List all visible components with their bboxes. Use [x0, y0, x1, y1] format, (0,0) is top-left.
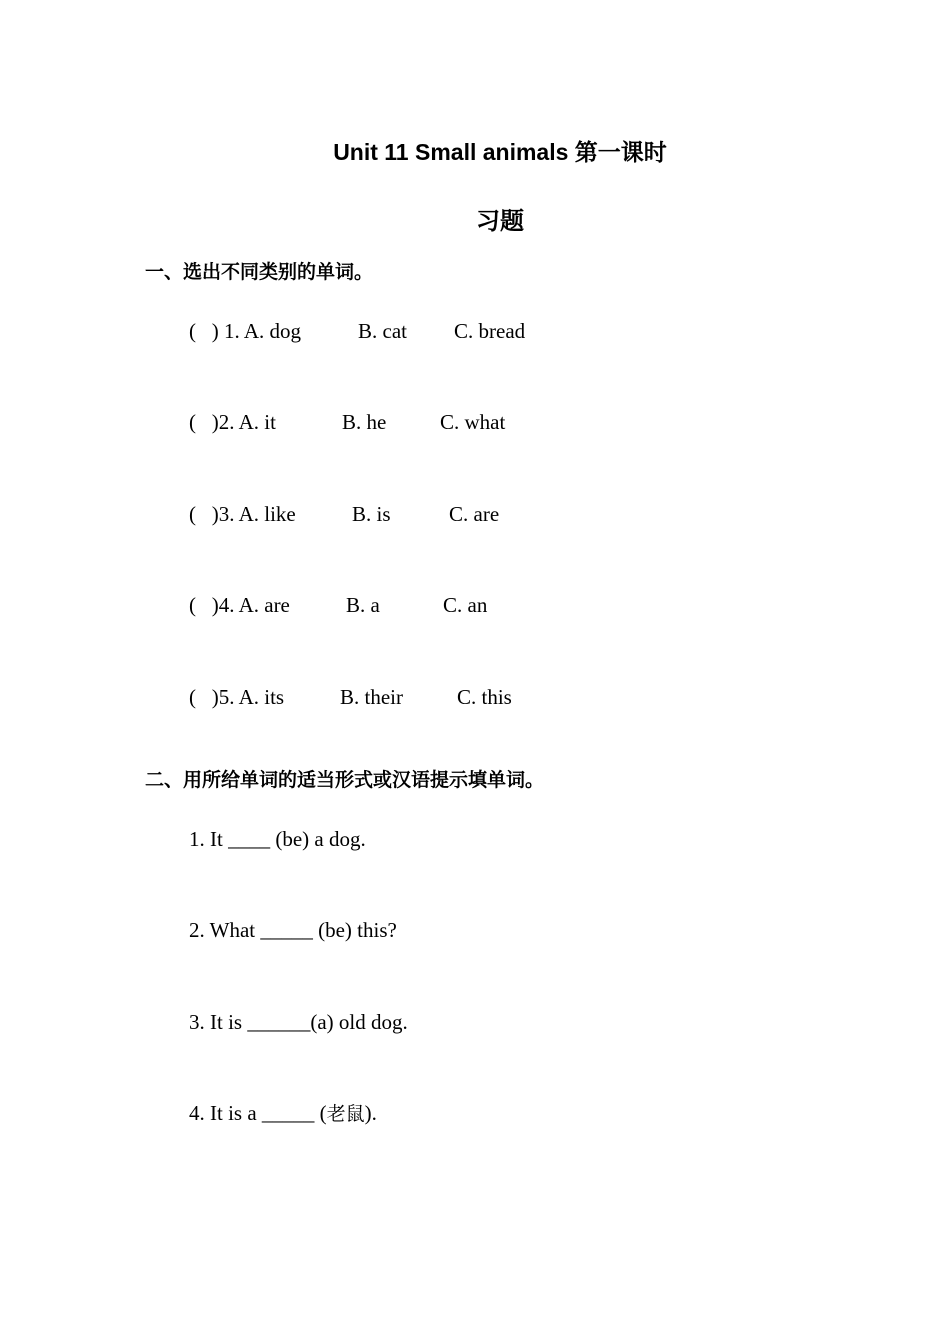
fill-question-4-hint: 老鼠	[326, 1103, 365, 1125]
question-4-option-b: B. a	[346, 593, 380, 617]
question-5-option-c: C. this	[457, 685, 512, 709]
question-2-option-b: B. he	[342, 410, 387, 434]
question-3-option-a: ( )3. A. like	[189, 502, 296, 526]
fill-question-4-end: ).	[364, 1101, 377, 1125]
fill-question-4	[189, 1099, 377, 1127]
question-5-option-b: B. their	[340, 685, 403, 709]
question-4-option-a: ( )4. A. are	[189, 593, 290, 617]
section-1-heading: 一、选出不同类别的单词。	[145, 261, 374, 283]
question-4-option-c: C. an	[443, 593, 488, 617]
page-title: Unit 11 Small animals 第一课时	[333, 139, 667, 165]
question-1-option-c: C. bread	[454, 319, 526, 343]
question-2-option-a: ( )2. A. it	[189, 410, 276, 434]
fill-question-4-text: 4. It is a _____ (	[189, 1101, 327, 1125]
question-3-option-b: B. is	[352, 502, 391, 526]
page-subtitle: 习题	[476, 208, 524, 235]
fill-question-2: 2. What _____ (be) this?	[189, 918, 397, 942]
question-5-option-a: ( )5. A. its	[189, 685, 285, 709]
section-2-heading: 二、用所给单词的适当形式或汉语提示填单词。	[145, 769, 545, 791]
fill-question-3: 3. It is ______(a) old dog.	[189, 1010, 408, 1034]
question-3-option-c: C. are	[449, 502, 500, 526]
question-1-option-b: B. cat	[358, 319, 407, 343]
question-2-option-c: C. what	[440, 410, 506, 434]
question-1-option-a: ( ) 1. A. dog	[189, 319, 301, 343]
fill-question-1: 1. It ____ (be) a dog.	[189, 827, 366, 851]
